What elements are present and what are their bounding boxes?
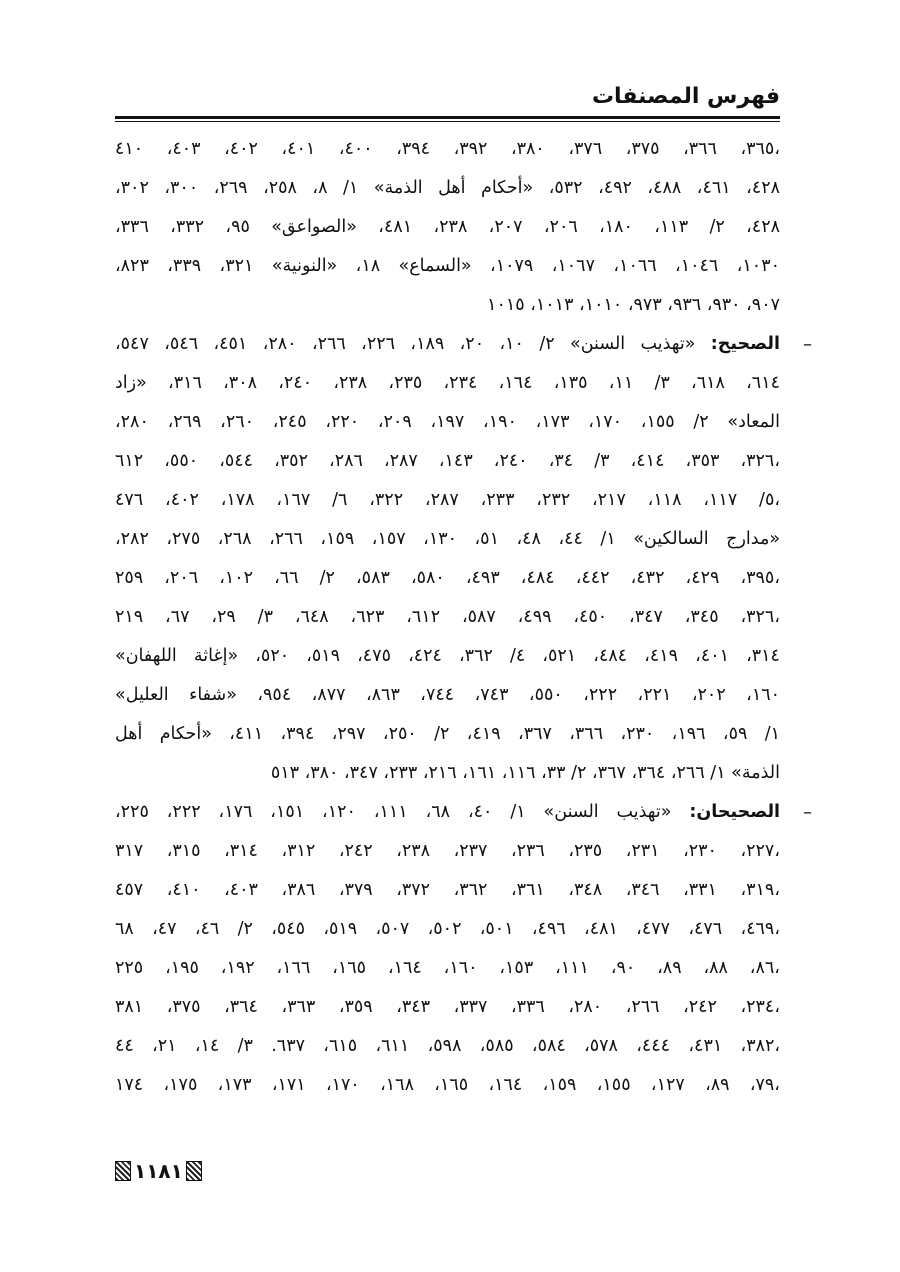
entry-label: الصحيح: (710, 334, 780, 354)
entry-line: ٣٢٦، ٣٥٣، ٤١٤، ٣/ ٣٤، ٢٤٠، ١٤٣، ٢٨٧، ٢٨٦، ٣٥٢، ٥٤٤، ٥٥٠، ٦١٢، (115, 451, 780, 471)
entry-line: ٨٦، ٨٨، ٨٩، ٩٠، ١١١، ١٥٣، ١٦٠، ١٦٤، ١٦٥، ١٦٦، ١٩٢، ١٩٥، ٢٢٥، (115, 958, 780, 978)
index-body (115, 130, 812, 1105)
page-number: ١١٨١ (134, 1159, 183, 1183)
continuation-line: ٤٢٨، ٤٦١، ٤٨٨، ٤٩٢، ٥٣٢، «أحكام أهل الذمة» ١/ ٨، ٢٥٨، ٢٦٩، ٣٠٠، ٣٠٢، (115, 178, 781, 198)
page-number-block (115, 1158, 202, 1184)
entry-line: المعاد» ٢/ ١٥٥، ١٧٠، ١٧٣، ١٩٠، ١٩٧، ٢٠٩، ٢٢٠، ٢٤٥، ٢٦٠، ٢٦٩، ٢٨٠، (115, 412, 780, 432)
ornament-icon (186, 1161, 202, 1181)
entry-line: ٢٢٧، ٢٣٠، ٢٣١، ٢٣٥، ٢٣٦، ٢٣٧، ٢٣٨، ٢٤٢، ٣١٢، ٣١٤، ٣١٥، ٣١٧، (115, 841, 780, 861)
entry-line: «مدارج السالكين» ١/ ٤٤، ٤٨، ٥١، ١٣٠، ١٥٧، ١٥٩، ٢٦٦، ٢٦٨، ٢٧٥، ٢٨٢، (115, 529, 781, 549)
entry-dash: – (803, 802, 812, 823)
entry-line: ١٦٠، ٢٠٢، ٢٢١، ٢٢٢، ٥٥٠، ٧٤٣، ٧٤٤، ٨٦٣، ٨٧٧، ٩٥٤، «شفاء العليل» (115, 685, 781, 705)
ornament-icon (115, 1161, 131, 1181)
header-rule-thin (115, 121, 780, 122)
entry-label: الصحيحان: (689, 802, 781, 822)
entry-line: ٦١٤، ٦١٨، ٣/ ١١، ١٣٥، ١٦٤، ٢٣٤، ٢٣٥، ٢٣٨، ٢٤٠، ٣٠٨، ٣١٦، «زاد (115, 373, 780, 393)
entry-line: الذمة» ١/ ٢٦٦، ٣٦٤، ٣٦٧، ٢/ ٣٣، ١١٦، ١٦١، ٢١٦، ٢٣٣، ٣٤٧، ٣٨٠، ٥١٣ (270, 763, 780, 783)
entry-line: ٣٢٦، ٣٤٥، ٣٤٧، ٤٥٠، ٤٩٩، ٥٨٧، ٦١٢، ٦٢٣، ٦٤٨، ٣/ ٢٩، ٦٧، ٢١٩، (115, 607, 780, 627)
entry-first-line: «تهذيب السنن» ٢/ ١٠، ٢٠، ١٨٩، ٢٢٦، ٢٦٦، ٢٨٠، ٤٥١، ٥٤٦، ٥٤٧، (115, 334, 696, 354)
entry-line: ٧٩، ٨٩، ١٢٧، ١٥٥، ١٥٩، ١٦٤، ١٦٥، ١٦٨، ١٧٠، ١٧١، ١٧٣، ١٧٥، ١٧٤، (115, 1075, 780, 1095)
continuation-line: ٣٦٥، ٣٦٦، ٣٧٥، ٣٧٦، ٣٨٠، ٣٩٢، ٣٩٤، ٤٠٠، ٤٠١، ٤٠٢، ٤٠٣، ٤١٠، (115, 139, 780, 159)
entry-line: ٣١٩، ٣٣١، ٣٤٦، ٣٤٨، ٣٦١، ٣٦٢، ٣٧٢، ٣٧٩، ٣٨٦، ٤٠٣، ٤١٠، ٤٥٧، (115, 880, 780, 900)
entry-line: ١/ ٥٩، ١٩٦، ٢٣٠، ٣٦٦، ٣٦٧، ٤١٩، ٢/ ٢٥٠، ٢٩٧، ٣٩٤، ٤١١، «أحكام أهل (115, 724, 781, 744)
continuation-line: ٤٢٨، ٢/ ١١٣، ١٨٠، ٢٠٦، ٢٠٧، ٢٣٨، ٤٨١، «الصواعق» ٩٥، ٣٣٢، ٣٣٦، (115, 217, 781, 237)
page-title: فهرس المصنفات (591, 84, 780, 109)
entry-line: ٣١٤، ٤٠١، ٤١٩، ٤٨٤، ٥٢١، ٤/ ٣٦٢، ٤٢٤، ٤٧٥، ٥١٩، ٥٢٠، «إغاثة اللهفان» (115, 646, 780, 666)
index-entry-sahih (115, 325, 812, 364)
entry-line: ٣٨٢، ٤٣١، ٤٤٤، ٥٧٨، ٥٨٤، ٥٨٥، ٥٩٨، ٦١١، ٦١٥، ٦٣٧. ٣/ ١٤، ٢١، ٤٤، (115, 1036, 781, 1056)
entry-dash: – (803, 334, 812, 355)
entry-line: ٢٣٤، ٢٤٢، ٢٦٦، ٢٨٠، ٣٣٦، ٣٣٧، ٣٤٣، ٣٥٩، ٣٦٣، ٣٦٤، ٣٧٥، ٣٨١، (115, 997, 780, 1017)
header-rule-thick (115, 116, 780, 119)
index-entry-sahihan (115, 793, 812, 832)
entry-line: ٣٩٥، ٤٢٩، ٤٣٢، ٤٤٢، ٤٨٤، ٤٩٣، ٥٨٠، ٥٨٣، ٢/ ٦٦، ١٠٢، ٢٠٦، ٢٥٩، (115, 568, 780, 588)
continuation-line: ٩٠٧، ٩٣٠، ٩٣٦، ٩٧٣، ١٠١٠، ١٠١٣، ١٠١٥ (487, 295, 780, 315)
continuation-line: ١٠٣٠، ١٠٤٦، ١٠٦٦، ١٠٦٧، ١٠٧٩، «السماع» ١٨، «النونية» ٣٢١، ٣٣٩، ٨٢٣، (115, 256, 780, 276)
entry-line: ٤٦٩، ٤٧٦، ٤٧٧، ٤٨١، ٤٩٦، ٥٠١، ٥٠٢، ٥٠٧، ٥١٩، ٥٤٥، ٢/ ٤٦، ٤٧، ٦٨، (115, 919, 780, 939)
entry-line: ٥/ ١١٧، ١١٨، ٢١٧، ٢٣٢، ٢٣٣، ٢٨٧، ٣٢٢، ٦/ ١٦٧، ١٧٨، ٤٠٢، ٤٧٦، (115, 490, 781, 510)
page-header (115, 80, 780, 120)
entry-first-line: «تهذيب السنن» ١/ ٤٠، ٦٨، ١١١، ١٢٠، ١٥١، ١٧٦، ٢٢٢، ٢٢٥، (115, 802, 672, 822)
